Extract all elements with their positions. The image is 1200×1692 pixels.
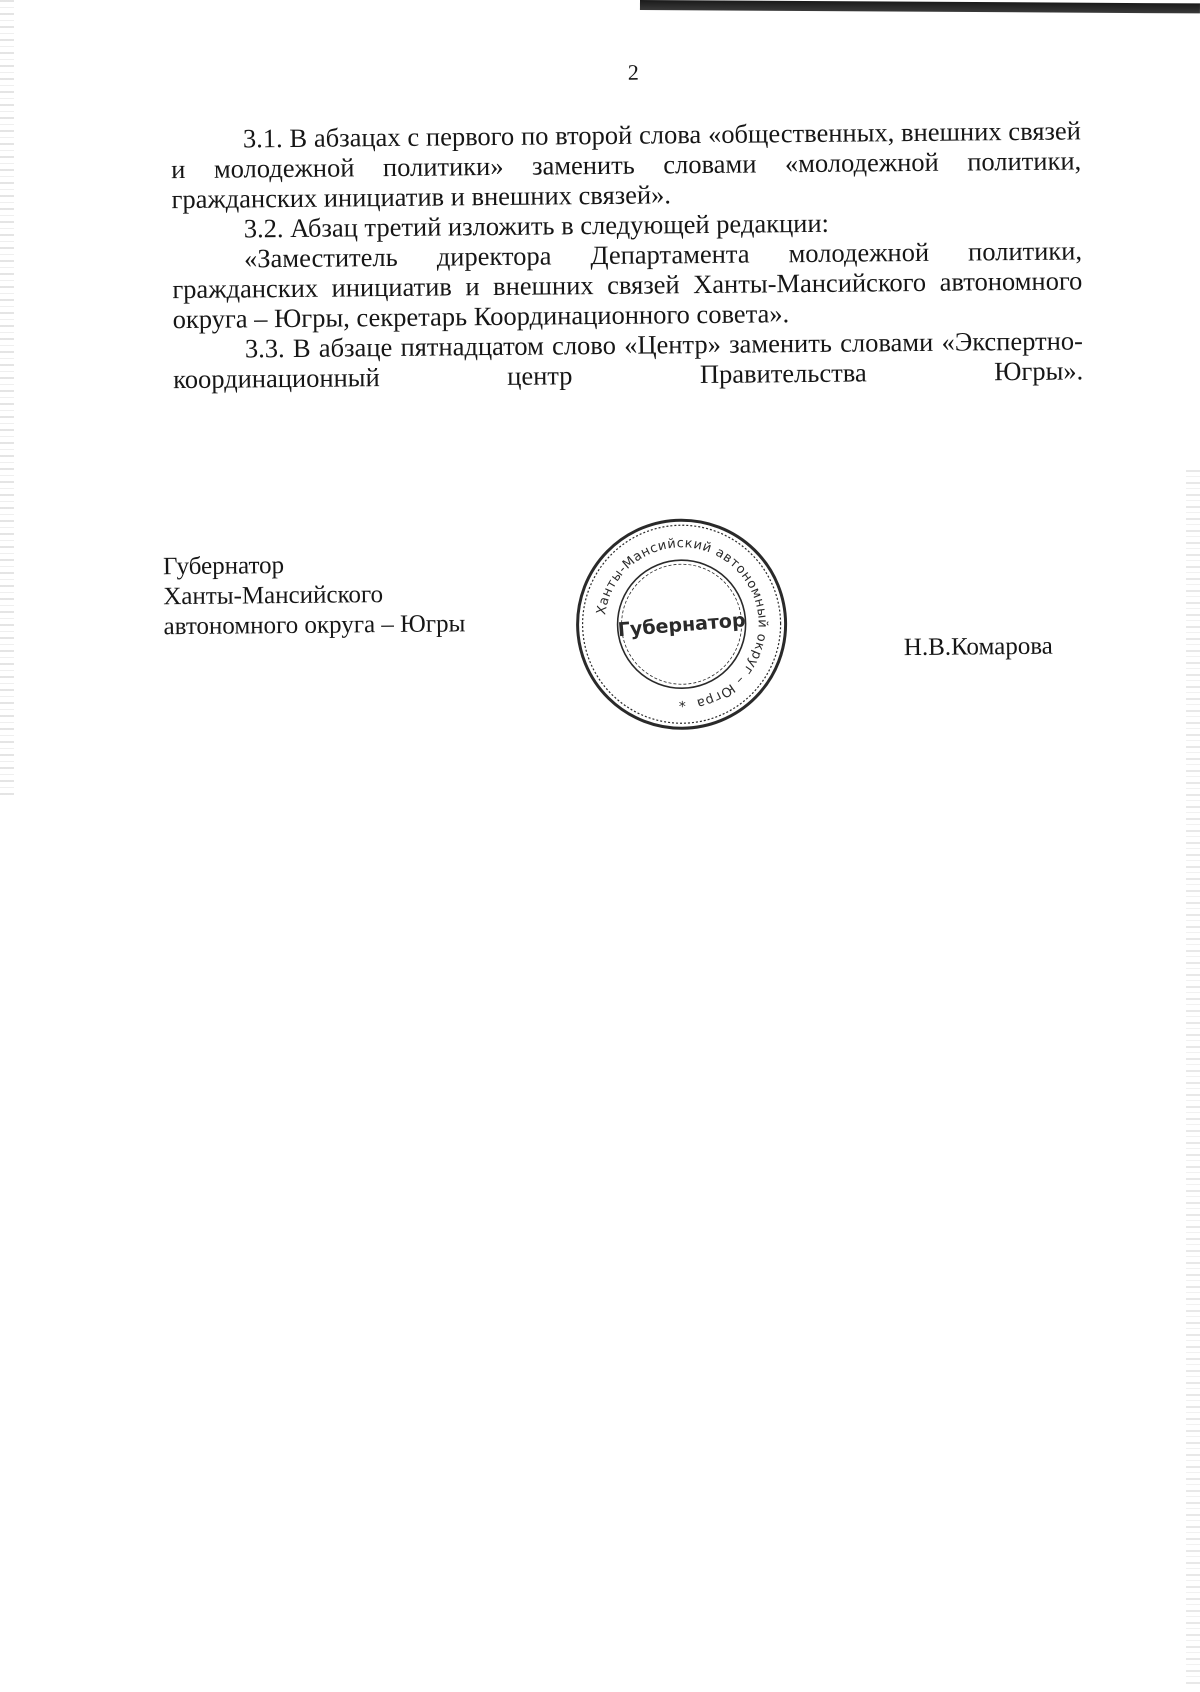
signature-title-line: Ханты-Мансийского [163,581,384,611]
official-seal-stamp [571,513,793,735]
seal-ring-text: Ханты-Мансийский автономный округ – Югра [594,536,770,711]
paragraph-3-2: 3.2. Абзац третий изложить в следующей редакции: [243,207,830,244]
signature-title-line: автономного округа – Югры [163,610,466,641]
page-number: 2 [627,59,639,85]
seal-star-icon: * [678,699,686,716]
document-body [171,115,1084,394]
paragraph-3-3: 3.3. В абзаце пятнадцатом слово «Центр» заменить словами «Экспертно-координационный центр Правительства Югры». [173,325,1084,395]
signature-title-block [163,549,466,642]
signature-title-line: Губернатор [162,552,285,581]
signer-name: Н.В.Комарова [903,632,1053,662]
paragraph-3-1: 3.1. В абзацах с первого по второй слова «общественных, внешних связей и молодежной политики» заменить словами «молодежной политики, гражданских инициатив и внешних связей». [171,115,1082,215]
paragraph-quoted-wording: «Заместитель директора Департамента молодежной политики, гражданских инициатив и внешних связей Ханты-Мансийского автономного округа – Югры, секретарь Координационного совета». [172,235,1083,335]
seal-center-text: Губернатор [617,609,747,642]
